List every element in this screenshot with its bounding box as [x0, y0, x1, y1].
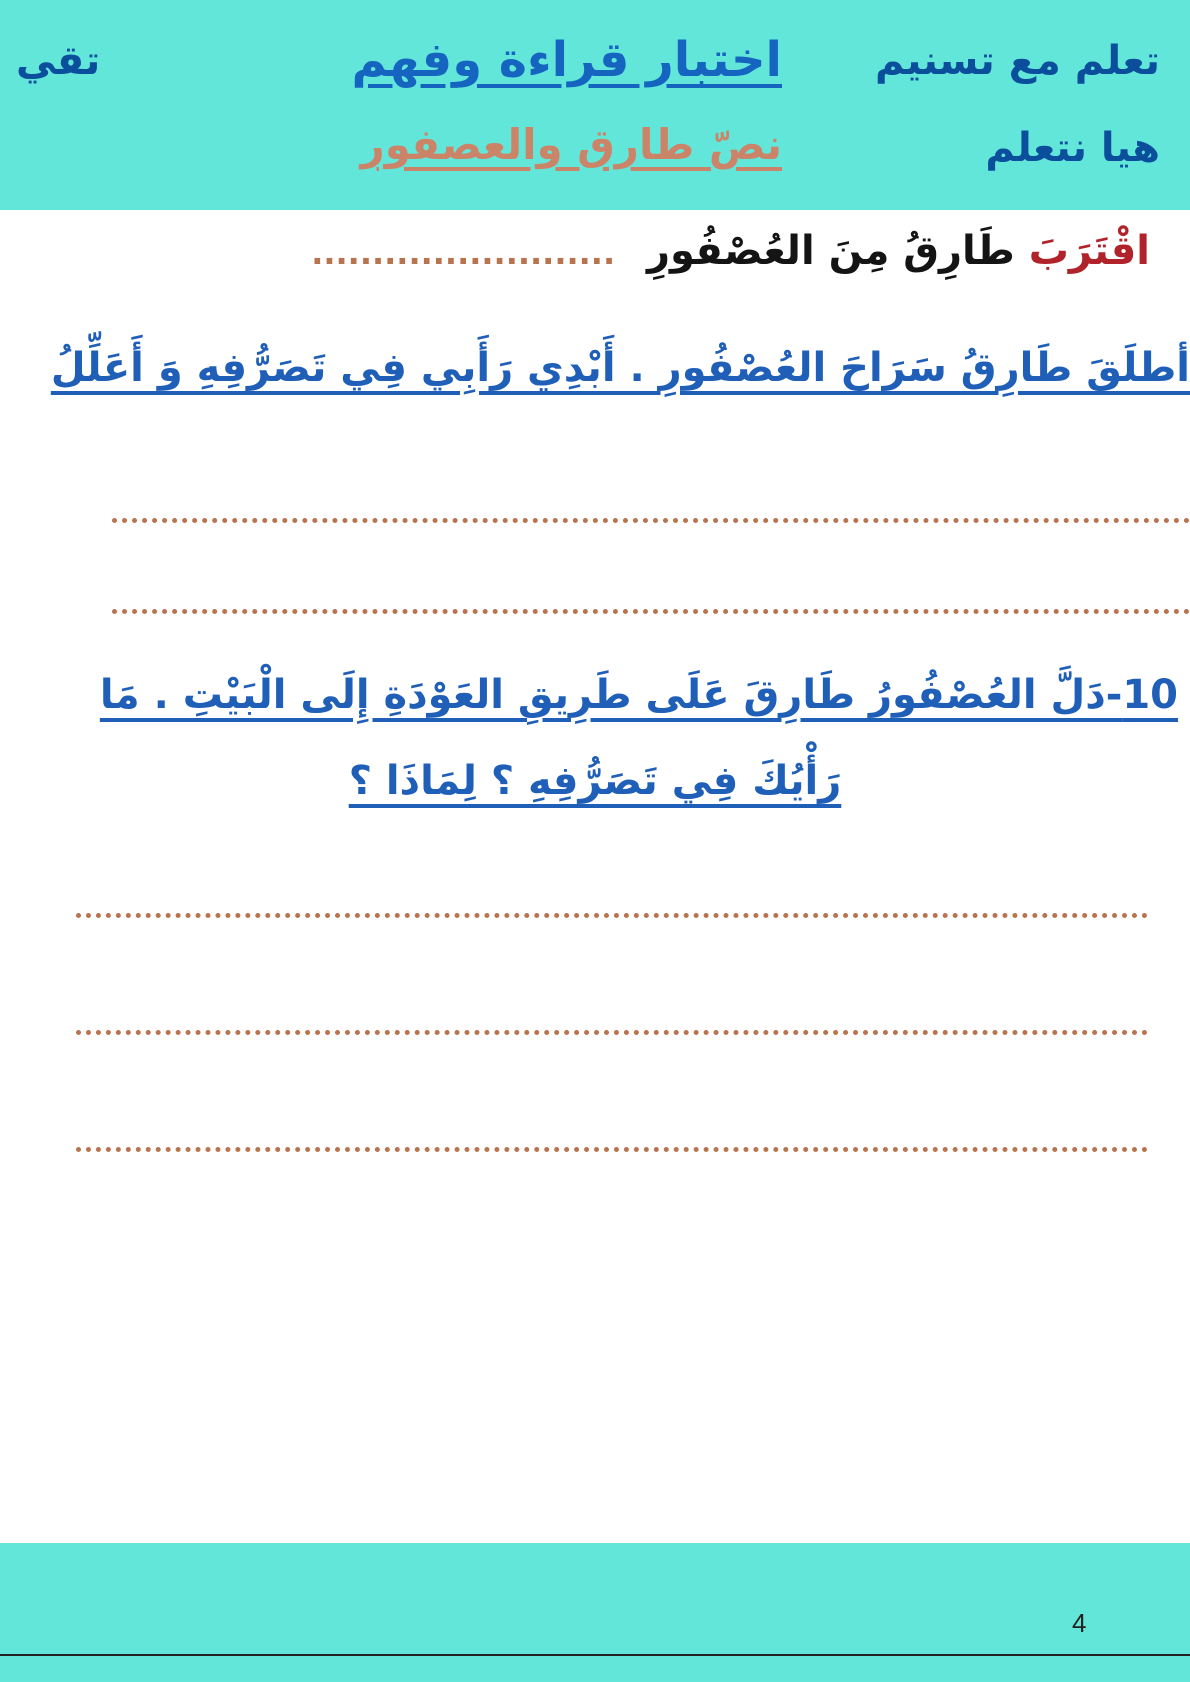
question-10-line1: 10-دَلَّ العُصْفُورُ طَارِقَ عَلَى طَرِيقِ العَوْدَةِ إِلَى الْبَيْتِ . مَا — [99, 672, 1178, 718]
question-10-line2: رَأْيُكَ فِي تَصَرُّفِهِ ؟ لِمَاذَا ؟ — [348, 758, 842, 804]
answer-line-10a[interactable] — [76, 913, 1148, 918]
stem-blank[interactable]: ......................... — [311, 234, 616, 272]
worksheet-title: اختبار قراءة وفهم — [351, 32, 782, 88]
brand-tagline: هيا نتعلم — [985, 125, 1160, 171]
corner-label: تقي — [16, 38, 101, 84]
header-band — [0, 0, 1190, 210]
brand-name: تعلم مع تسنيم — [875, 38, 1160, 84]
footer-rule — [0, 1654, 1190, 1656]
stem-rest: طَارِقُ مِنَ العُصْفُورِ — [647, 228, 1015, 274]
footer-band — [0, 1543, 1190, 1682]
answer-line-9b[interactable] — [112, 609, 1190, 614]
answer-line-10c[interactable] — [76, 1147, 1148, 1152]
answer-line-9a[interactable] — [112, 518, 1190, 523]
page-number: 4 — [1072, 1608, 1087, 1638]
question-stem — [311, 228, 1150, 274]
question-9: أطلَقَ طَارِقُ سَرَاحَ العُصْفُورِ . أَبْدِي رَأَبِي فِي تَصَرُّفِهِ وَ أَعَلِّلُ — [50, 345, 1190, 391]
answer-line-10b[interactable] — [76, 1030, 1148, 1035]
worksheet-subtitle: نصّ طارق والعصفور — [360, 120, 782, 169]
stem-verb: اقْتَرَبَ — [1028, 228, 1150, 274]
